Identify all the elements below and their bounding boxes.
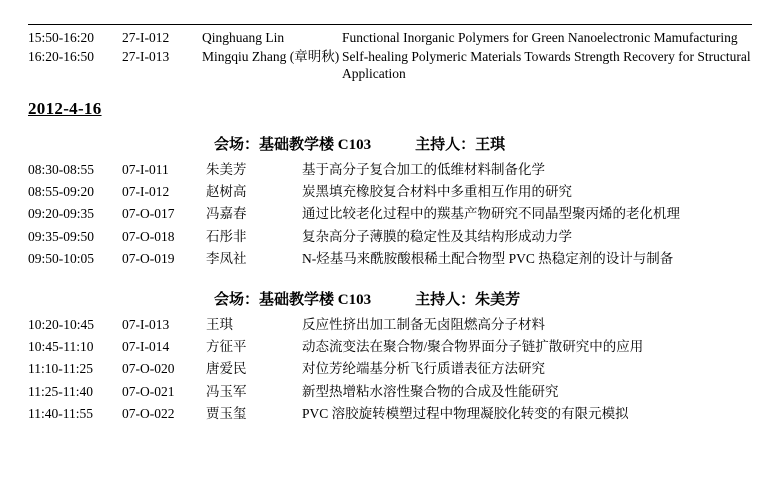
row-speaker: 方征平 xyxy=(206,338,247,354)
row-code: 27-I-012 xyxy=(122,30,170,45)
row-time: 08:30-08:55 xyxy=(28,161,94,177)
row-speaker: 石彤非 xyxy=(206,228,247,244)
row-speaker: 冯嘉春 xyxy=(206,206,247,222)
row-time: 15:50-16:20 xyxy=(28,30,94,45)
chair-label: 主持人： xyxy=(415,136,476,153)
row-time: 09:50-10:05 xyxy=(28,251,94,267)
top-session-block xyxy=(28,30,756,85)
row-title: 动态流变法在聚合物/聚合物界面分子链扩散研究中的应用 xyxy=(302,338,644,354)
date-heading: 2012-4-16 xyxy=(28,98,102,118)
row-title: N-烃基马来酰胺酸根稀土配合物型 PVC 热稳定剂的设计与制备 xyxy=(302,251,674,267)
row-title: Functional Inorganic Polymers for Green Nanoelectronic Mamufacturing xyxy=(342,30,738,45)
table-row xyxy=(28,206,756,228)
session-header-1 xyxy=(28,133,756,154)
row-title: 对位芳纶端基分析飞行质谱表征方法研究 xyxy=(302,361,545,377)
row-time: 08:55-09:20 xyxy=(28,184,94,199)
row-time: 10:20-10:45 xyxy=(28,316,94,332)
session-2-table xyxy=(28,317,756,429)
row-title: 新型热增粘水溶性聚合物的合成及性能研究 xyxy=(302,383,559,399)
chair-value: 王琪 xyxy=(475,136,506,153)
row-speaker: 朱美芳 xyxy=(206,161,247,177)
row-speaker: 唐爱民 xyxy=(206,361,247,377)
row-title: 炭黑填充橡胶复合材料中多重相互作用的研究 xyxy=(302,184,572,199)
top-schedule-table xyxy=(28,30,756,85)
session-header-2 xyxy=(28,288,756,309)
row-code: 07-I-013 xyxy=(122,316,170,332)
venue-label: 会场： xyxy=(214,291,260,308)
row-code: 07-O-020 xyxy=(122,361,175,377)
row-title: 通过比较老化过程中的羰基产物研究不同晶型聚丙烯的老化机理 xyxy=(302,206,680,222)
venue-value: 基础教学楼 C103 xyxy=(259,291,372,308)
table-row xyxy=(28,406,756,428)
document-content xyxy=(28,30,756,430)
row-time: 11:25-11:40 xyxy=(28,383,93,399)
table-row xyxy=(28,251,756,273)
row-title: 基于高分子复合加工的低维材料制备化学 xyxy=(302,161,545,177)
session-1-rows xyxy=(28,162,756,274)
venue-value: 基础教学楼 C103 xyxy=(259,136,372,153)
row-title: 复杂高分子薄膜的稳定性及其结构形成动力学 xyxy=(302,228,572,244)
chair-value: 朱美芳 xyxy=(475,291,521,308)
row-time: 09:35-09:50 xyxy=(28,228,94,244)
table-row xyxy=(28,49,756,85)
row-code: 07-I-012 xyxy=(122,184,170,199)
row-code: 07-I-011 xyxy=(122,161,169,177)
row-speaker: 冯玉军 xyxy=(206,383,247,399)
row-speaker: 李凤社 xyxy=(206,251,247,267)
venue-label: 会场： xyxy=(214,136,260,153)
row-speaker: Qinghuang Lin xyxy=(202,30,285,45)
header-divider-rule xyxy=(28,24,752,25)
row-code: 07-O-017 xyxy=(122,206,175,222)
row-time: 16:20-16:50 xyxy=(28,48,94,64)
row-title: PVC 溶胶旋转模塑过程中物理凝胶化转变的有限元模拟 xyxy=(302,406,629,421)
row-code: 27-I-013 xyxy=(122,48,170,64)
row-time: 09:20-09:35 xyxy=(28,206,94,222)
row-code: 07-O-019 xyxy=(122,251,175,267)
table-row xyxy=(28,184,756,206)
row-code: 07-O-022 xyxy=(122,406,175,421)
table-row xyxy=(28,317,756,339)
table-row xyxy=(28,361,756,383)
row-time: 10:45-11:10 xyxy=(28,338,94,354)
row-title: 反应性挤出加工制备无卤阻燃高分子材料 xyxy=(302,316,545,332)
table-row xyxy=(28,339,756,361)
row-code: 07-O-018 xyxy=(122,228,175,244)
session-1-table xyxy=(28,162,756,274)
row-time: 11:10-11:25 xyxy=(28,361,93,377)
row-time: 11:40-11:55 xyxy=(28,406,93,421)
row-speaker: Mingqiu Zhang (章明秋) xyxy=(202,48,340,64)
table-row xyxy=(28,229,756,251)
row-speaker: 王琪 xyxy=(206,316,233,332)
table-row xyxy=(28,162,756,184)
row-code: 07-O-021 xyxy=(122,383,175,399)
session-2-rows xyxy=(28,317,756,429)
row-code: 07-I-014 xyxy=(122,338,170,354)
row-speaker: 贾玉玺 xyxy=(206,406,247,421)
row-speaker: 赵树高 xyxy=(206,184,247,199)
table-row xyxy=(28,384,756,406)
chair-label: 主持人： xyxy=(415,291,476,308)
table-row xyxy=(28,30,756,49)
row-title: Self-healing Polymeric Materials Towards Strength Recovery for Structural Application xyxy=(342,48,751,81)
